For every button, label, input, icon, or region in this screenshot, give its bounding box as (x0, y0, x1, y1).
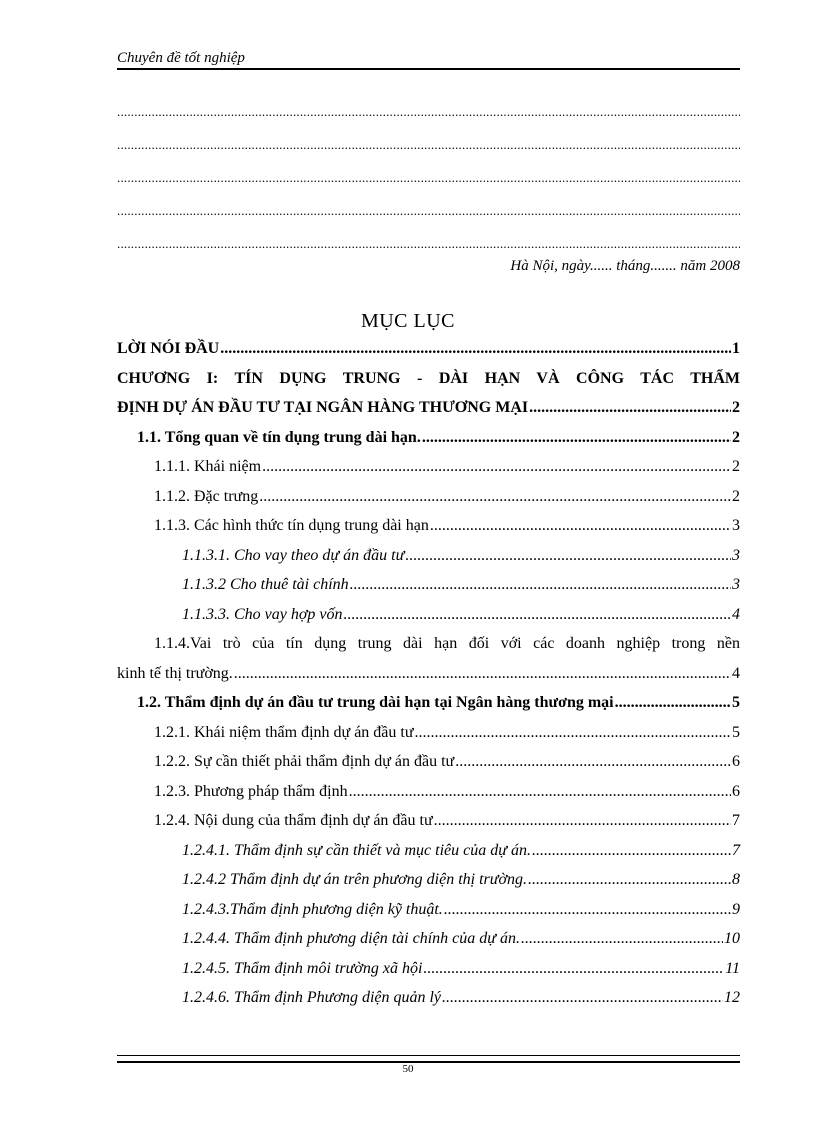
toc-entry[interactable] (117, 600, 740, 630)
toc-entry[interactable] (117, 924, 740, 954)
toc-entry-page: 8 (732, 871, 740, 888)
toc-entry[interactable] (117, 688, 740, 718)
toc-entry-label: 1.1.3.2 Cho thuê tài chính (182, 576, 349, 593)
toc-entry-page: 12 (724, 989, 740, 1006)
leader-dots (430, 511, 731, 541)
dotted-line (117, 128, 740, 161)
leader-dots (423, 954, 724, 984)
toc-entry-page: 7 (732, 841, 740, 859)
date-line: Hà Nội, ngày...... tháng....... năm 2008 (510, 258, 740, 274)
toc-entry-page: 3 (732, 517, 740, 534)
toc-entry-label: 1.1.2. Đặc trưng (154, 487, 259, 505)
leader-dots (234, 659, 731, 689)
toc-entry[interactable] (117, 983, 740, 1013)
leader-dots (344, 600, 731, 630)
blank-dotted-lines (117, 95, 740, 260)
toc-entry[interactable] (117, 393, 740, 423)
toc-entry[interactable] (117, 423, 740, 453)
footer-rule (117, 1055, 740, 1063)
toc-entry-page: 1 (732, 340, 740, 357)
toc-entry-page: 2 (732, 458, 740, 475)
toc-entry-label: 1.2.4.6. Thẩm định Phương diện quản lý (182, 989, 442, 1006)
toc-entry[interactable] (117, 806, 740, 836)
leader-dots (529, 393, 731, 423)
toc-entry-chapter-line1[interactable]: CHƯƠNG I: TÍN DỤNG TRUNG - DÀI HẠN VÀ CÔNG TÁC THẨM (117, 369, 740, 387)
toc-entry-label: 1.2.4.2 Thẩm định dự án trên phương diện thị trường. (182, 871, 528, 888)
toc-entry-label: 1.2.4.1. Thẩm định sự cần thiết và mục tiêu của dự án. (182, 841, 531, 859)
toc-entry-page: 4 (732, 664, 740, 682)
dotted-line (117, 194, 740, 227)
toc-entry[interactable] (117, 865, 740, 895)
toc-entry[interactable] (117, 659, 740, 689)
toc-entry-page: 6 (732, 753, 740, 770)
toc-entry[interactable] (117, 718, 740, 748)
toc-entry-page: 10 (724, 930, 740, 947)
toc-entry-page: 6 (732, 782, 740, 800)
toc-entry-label: 1.2.4.3.Thẩm định phương diện kỹ thuật. (182, 900, 443, 918)
header-title: Chuyên đề tốt nghiệp (117, 50, 245, 66)
leader-dots (262, 452, 731, 482)
toc-entry-label: 1.1.3.1. Cho vay theo dự án đầu tư (182, 546, 405, 564)
toc-entry[interactable] (117, 452, 740, 482)
leader-dots (350, 570, 731, 600)
toc-entry-page: 2 (732, 399, 740, 416)
leader-dots (442, 983, 723, 1013)
toc-entry-page: 5 (732, 694, 740, 711)
toc-entry[interactable] (117, 334, 740, 364)
toc-entry-label: LỜI NÓI ĐẦU (117, 340, 220, 357)
toc-entry[interactable] (117, 570, 740, 600)
leader-dots (532, 836, 731, 866)
toc-entry-label: 1.2.4. Nội dung của thẩm định dự án đầu tư (154, 812, 433, 829)
dotted-line (117, 95, 740, 128)
toc-entry-role-line1[interactable]: 1.1.4.Vai trò của tín dụng trung dài hạn đối với các doanh nghiệp trong nền (154, 635, 740, 652)
toc-entry-page: 2 (732, 487, 740, 505)
toc-entry[interactable] (117, 895, 740, 925)
toc-entry[interactable] (117, 541, 740, 571)
toc-entry[interactable] (117, 482, 740, 512)
toc-entry-page: 4 (732, 605, 740, 623)
toc-entry-label: 1.2. Thẩm định dự án đầu tư trung dài hạn tại Ngân hàng thương mại (137, 694, 614, 711)
toc-entry-label: 1.2.3. Phương pháp thẩm định (154, 782, 348, 800)
toc-entry-label: 1.1. Tổng quan về tín dụng trung dài hạn. (137, 428, 421, 446)
toc-entry-label: ĐỊNH DỰ ÁN ĐẦU TƯ TẠI NGÂN HÀNG THƯƠNG MẠI (117, 399, 529, 416)
toc-entry[interactable] (117, 777, 740, 807)
dotted-line (117, 227, 740, 260)
toc-entry[interactable] (117, 747, 740, 777)
toc-entry-page: 3 (732, 546, 740, 564)
toc-entry-label: kinh tế thị trường. (117, 664, 233, 682)
leader-dots (415, 718, 731, 748)
toc-entry-label: 1.2.1. Khái niệm thẩm định dự án đầu tư (154, 723, 414, 741)
leader-dots (615, 688, 731, 718)
leader-dots (349, 777, 731, 807)
toc-entry-page: 5 (732, 723, 740, 741)
page-number: 50 (402, 1063, 414, 1075)
toc-entry-label: 1.2.2. Sự cần thiết phải thẩm định dự án đầu tư (154, 753, 455, 770)
toc-entry-page: 9 (732, 900, 740, 918)
toc-entry-label: 1.1.1. Khái niệm (154, 458, 262, 475)
leader-dots (521, 924, 723, 954)
toc-entry-label: 1.2.4.5. Thẩm định môi trường xã hội (182, 959, 423, 977)
leader-dots (444, 895, 731, 925)
toc-entry[interactable] (117, 836, 740, 866)
page-header (117, 48, 740, 70)
toc-entry-label: 1.1.3.3. Cho vay hợp vốn (182, 605, 343, 623)
leader-dots (528, 865, 731, 895)
leader-dots (259, 482, 731, 512)
toc-entry-page: 3 (732, 576, 740, 593)
toc-title: MỤC LỤC (360, 310, 456, 332)
toc-entry-page: 2 (732, 428, 740, 446)
toc-entry[interactable] (117, 511, 740, 541)
toc-entry-page: 11 (725, 959, 740, 977)
leader-dots (405, 541, 731, 571)
leader-dots (422, 423, 731, 453)
leader-dots (455, 747, 731, 777)
toc-entry-label: 1.1.3. Các hình thức tín dụng trung dài hạn (154, 517, 429, 534)
table-of-contents (117, 334, 740, 1013)
toc-entry[interactable] (117, 954, 740, 984)
leader-dots (220, 334, 731, 364)
dotted-line (117, 161, 740, 194)
toc-entry-label: 1.2.4.4. Thẩm định phương diện tài chính của dự án. (182, 930, 520, 947)
toc-entry-page: 7 (732, 812, 740, 829)
leader-dots (434, 806, 731, 836)
